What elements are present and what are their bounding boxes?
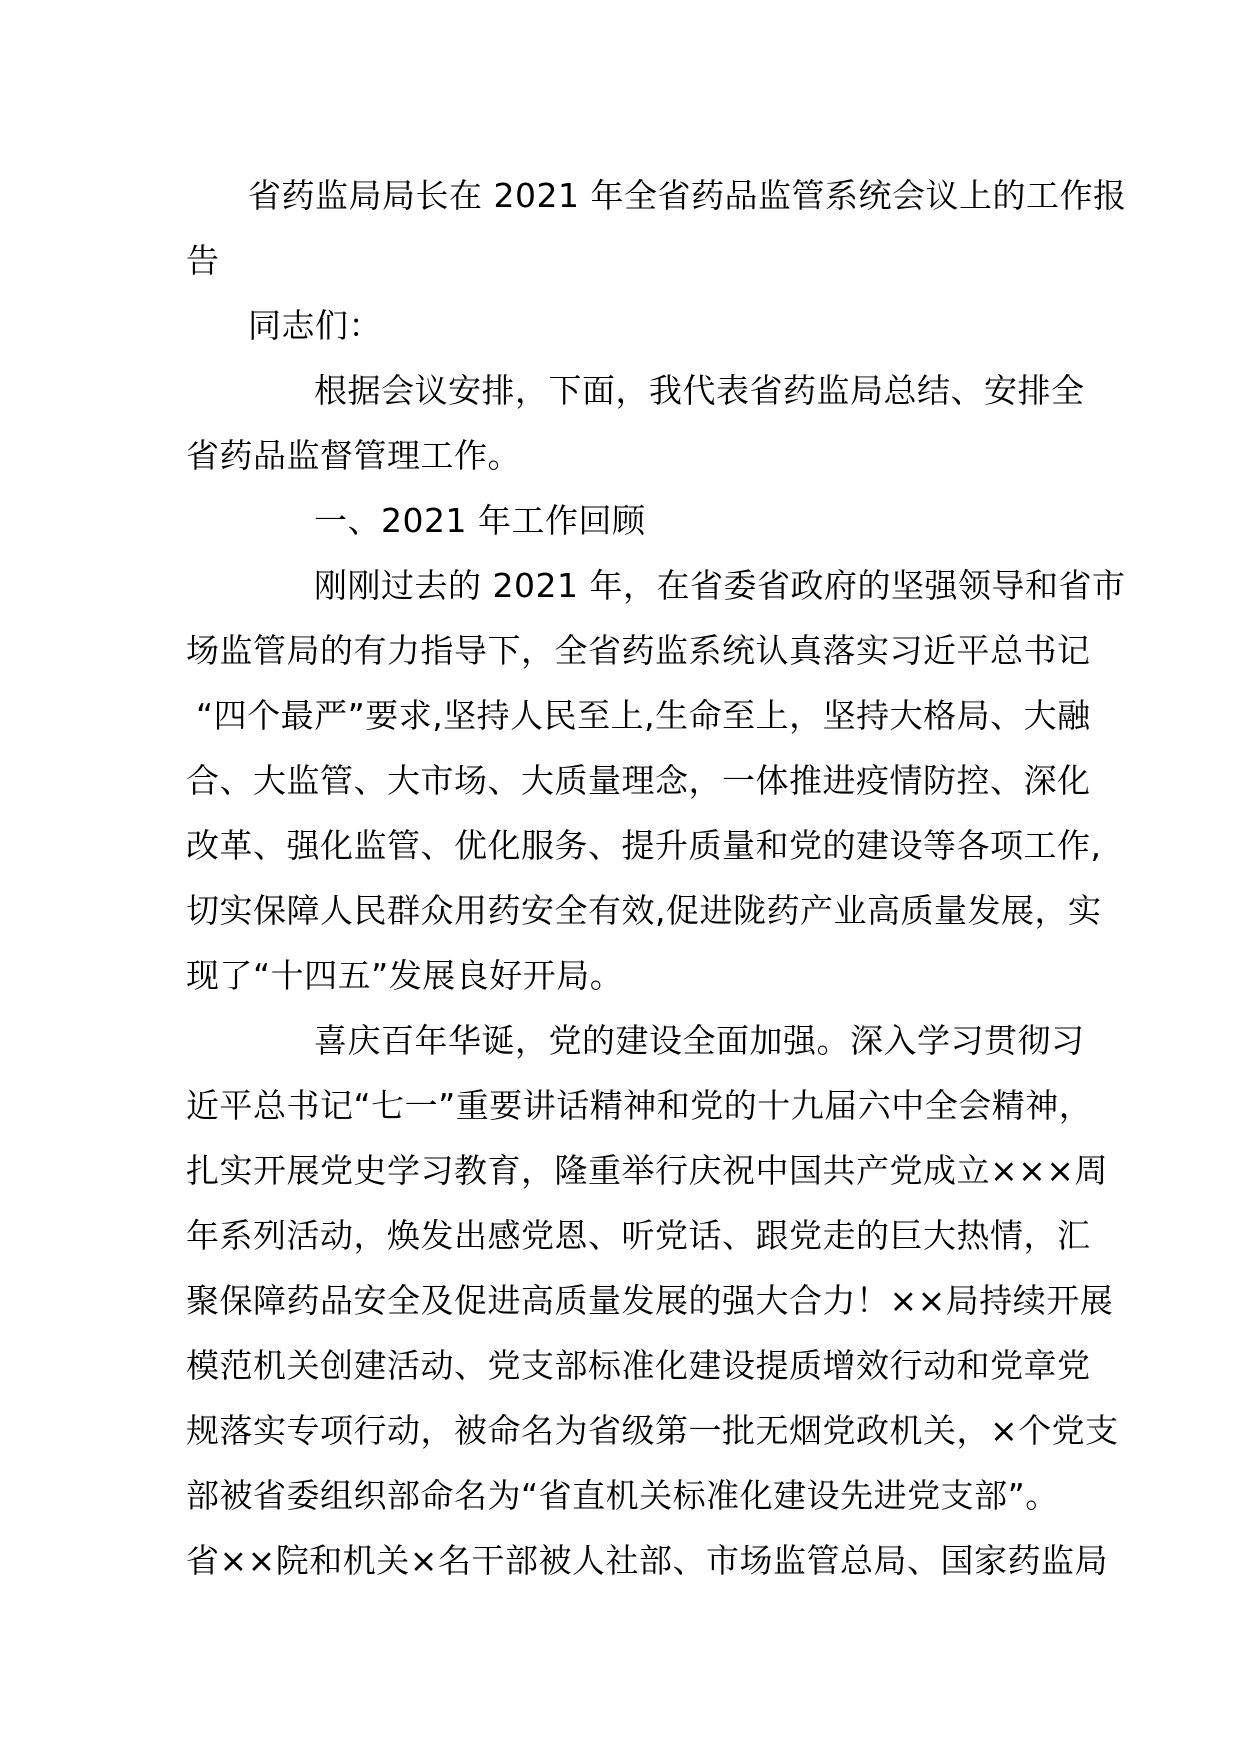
paragraph-line: 刚刚过去的 2021 年，在省委省政府的坚强领导和省市 (314, 566, 1126, 605)
paragraph-line: 近平总书记“七一”重要讲话精神和党的十九届六中全会精神， (186, 1086, 1093, 1125)
intro-paragraph-line: 省药品监督管理工作。 (186, 436, 521, 475)
salutation: 同志们： (248, 306, 382, 345)
section-heading: 一、2021 年工作回顾 (314, 501, 646, 540)
paragraph-line: “四个最严”要求,坚持人民至上,生命至上，坚持大格局、大融 (196, 696, 1091, 735)
paragraph-line: 切实保障人民群众用药安全有效,促进陇药产业高质量发展，实 (186, 891, 1102, 930)
paragraph-line: 喜庆百年华诞，党的建设全面加强。深入学习贯彻习 (314, 1021, 1085, 1060)
paragraph-line: 改革、强化监管、优化服务、提升质量和党的建设等各项工作, (186, 826, 1102, 865)
paragraph-line: 现了“十四五”发展良好开局。 (186, 956, 624, 995)
document-title-continued: 告 (186, 241, 220, 280)
intro-paragraph-line: 根据会议安排，下面，我代表省药监局总结、安排全 (314, 371, 1085, 410)
paragraph-line: 规落实专项行动，被命名为省级第一批无烟党政机关，×个党支 (186, 1411, 1119, 1450)
document-title: 省药监局局长在 2021 年全省药品监管系统会议上的工作报 (248, 176, 1127, 215)
paragraph-line: 年系列活动，焕发出感党恩、听党话、跟党走的巨大热情，汇 (186, 1216, 1091, 1255)
paragraph-line: 模范机关创建活动、党支部标准化建设提质增效行动和党章党 (186, 1346, 1091, 1385)
paragraph-line: 场监管局的有力指导下，全省药监系统认真落实习近平总书记 (186, 631, 1091, 670)
paragraph-line: 部被省委组织部命名为“省直机关标准化建设先进党支部”。 (186, 1476, 1059, 1515)
paragraph-line: 聚保障药品安全及促进高质量发展的强大合力！××局持续开展 (186, 1281, 1114, 1320)
paragraph-line: 省××院和机关×名干部被人社部、市场监管总局、国家药监局 (186, 1541, 1108, 1580)
paragraph-line: 扎实开展党史学习教育，隆重举行庆祝中国共产党成立×××周 (186, 1151, 1108, 1190)
paragraph-line: 合、大监管、大市场、大质量理念，一体推进疫情防控、深化 (186, 761, 1091, 800)
